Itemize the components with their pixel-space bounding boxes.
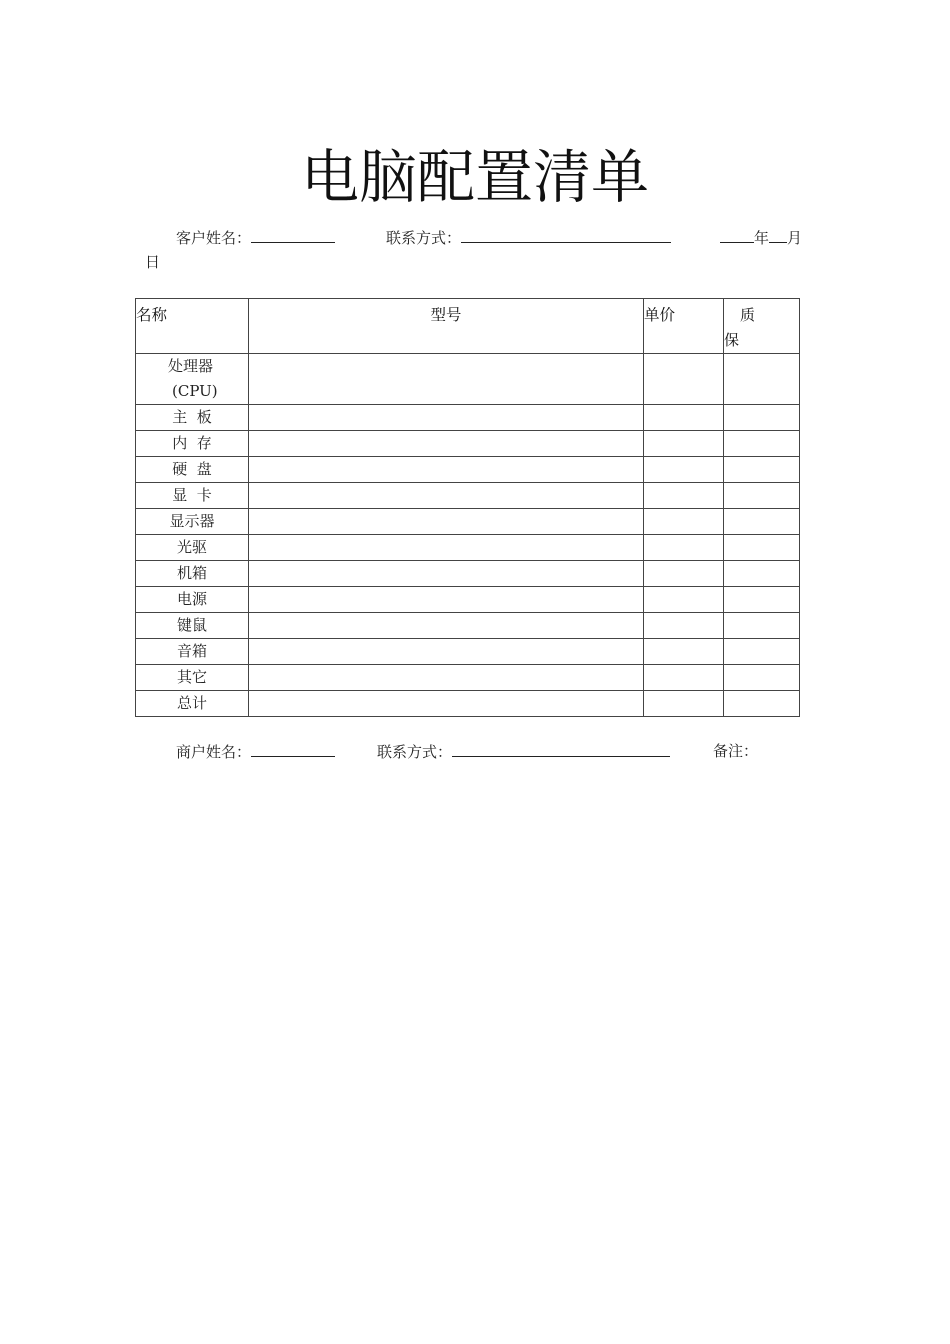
- customer-name-blank[interactable]: [251, 227, 335, 243]
- row-price-cell[interactable]: [644, 431, 724, 457]
- table-row: [136, 354, 800, 405]
- row-price-cell[interactable]: [644, 405, 724, 431]
- row-name-line-2: (CPU): [172, 382, 218, 400]
- year-blank[interactable]: [720, 227, 754, 243]
- warranty-header-part-2: 保: [724, 331, 740, 349]
- row-warranty-cell[interactable]: [724, 431, 800, 457]
- merchant-contact-field: [377, 741, 670, 762]
- merchant-name-field: [176, 741, 335, 762]
- customer-name-label: 客户姓名：: [176, 229, 252, 247]
- row-name-cell: [136, 354, 249, 405]
- row-name-cell: 显示器: [136, 509, 249, 535]
- row-model-cell[interactable]: [249, 613, 644, 639]
- day-label: 日: [145, 253, 161, 271]
- row-warranty-cell[interactable]: [724, 483, 800, 509]
- table-row: [136, 431, 800, 457]
- table-row: [136, 535, 800, 561]
- row-model-cell[interactable]: [249, 639, 644, 665]
- row-price-cell[interactable]: [644, 457, 724, 483]
- config-table: [135, 298, 800, 717]
- customer-contact-label: 联系方式：: [386, 229, 462, 247]
- row-name-cell: 内 存: [136, 431, 249, 457]
- row-model-cell[interactable]: [249, 405, 644, 431]
- row-warranty-cell[interactable]: [724, 509, 800, 535]
- row-model-cell[interactable]: [249, 431, 644, 457]
- row-warranty-cell[interactable]: [724, 354, 800, 405]
- row-name-cell: 音箱: [136, 639, 249, 665]
- customer-name-field: [176, 227, 335, 248]
- row-name-cell: 显 卡: [136, 483, 249, 509]
- row-price-cell[interactable]: [644, 691, 724, 717]
- merchant-name-blank[interactable]: [251, 741, 335, 757]
- row-name-cell: 总计: [136, 691, 249, 717]
- row-price-cell[interactable]: [644, 354, 724, 405]
- row-model-cell[interactable]: [249, 561, 644, 587]
- customer-contact-field: [386, 227, 671, 248]
- row-price-cell[interactable]: [644, 483, 724, 509]
- table-header-row: [136, 299, 800, 354]
- row-model-cell[interactable]: [249, 665, 644, 691]
- warranty-header-part-1: 质: [740, 306, 756, 324]
- column-header-price: 单价: [644, 299, 724, 354]
- table-row: [136, 561, 800, 587]
- row-name-cell: 机箱: [136, 561, 249, 587]
- page-title: 电脑配置清单: [300, 143, 649, 211]
- table-row: [136, 457, 800, 483]
- row-price-cell[interactable]: [644, 613, 724, 639]
- table-row: [136, 691, 800, 717]
- table-row: [136, 613, 800, 639]
- row-warranty-cell[interactable]: [724, 665, 800, 691]
- row-model-cell[interactable]: [249, 483, 644, 509]
- row-name-cell: 键鼠: [136, 613, 249, 639]
- remark-label: 备注：: [713, 742, 759, 760]
- date-field: [720, 227, 802, 248]
- row-name-cell: 光驱: [136, 535, 249, 561]
- row-name-cell: 电源: [136, 587, 249, 613]
- row-model-cell[interactable]: [249, 509, 644, 535]
- row-warranty-cell[interactable]: [724, 613, 800, 639]
- table-row: [136, 405, 800, 431]
- row-warranty-cell[interactable]: [724, 561, 800, 587]
- table-row: [136, 639, 800, 665]
- row-model-cell[interactable]: [249, 691, 644, 717]
- row-price-cell[interactable]: [644, 535, 724, 561]
- column-header-warranty: [724, 299, 800, 354]
- month-blank[interactable]: [769, 227, 787, 243]
- row-model-cell[interactable]: [249, 457, 644, 483]
- month-label: 月: [787, 229, 803, 247]
- row-warranty-cell[interactable]: [724, 535, 800, 561]
- column-header-model: 型号: [249, 299, 644, 354]
- customer-contact-blank[interactable]: [461, 227, 671, 243]
- row-price-cell[interactable]: [644, 639, 724, 665]
- row-price-cell[interactable]: [644, 665, 724, 691]
- merchant-contact-label: 联系方式：: [377, 743, 453, 761]
- table-row: [136, 665, 800, 691]
- column-header-name: 名称: [136, 299, 249, 354]
- row-price-cell[interactable]: [644, 561, 724, 587]
- table-row: [136, 587, 800, 613]
- row-model-cell[interactable]: [249, 587, 644, 613]
- merchant-name-label: 商户姓名：: [176, 743, 252, 761]
- merchant-contact-blank[interactable]: [452, 741, 670, 757]
- row-model-cell[interactable]: [249, 354, 644, 405]
- row-model-cell[interactable]: [249, 535, 644, 561]
- row-name-cell: 其它: [136, 665, 249, 691]
- row-name-cell: 主 板: [136, 405, 249, 431]
- row-price-cell[interactable]: [644, 509, 724, 535]
- row-warranty-cell[interactable]: [724, 691, 800, 717]
- row-name-line-1: 处理器: [168, 357, 214, 375]
- row-name-cell: 硬 盘: [136, 457, 249, 483]
- row-warranty-cell[interactable]: [724, 587, 800, 613]
- table-row: [136, 509, 800, 535]
- year-label: 年: [754, 229, 770, 247]
- row-warranty-cell[interactable]: [724, 457, 800, 483]
- row-price-cell[interactable]: [644, 587, 724, 613]
- row-warranty-cell[interactable]: [724, 639, 800, 665]
- table-row: [136, 483, 800, 509]
- row-warranty-cell[interactable]: [724, 405, 800, 431]
